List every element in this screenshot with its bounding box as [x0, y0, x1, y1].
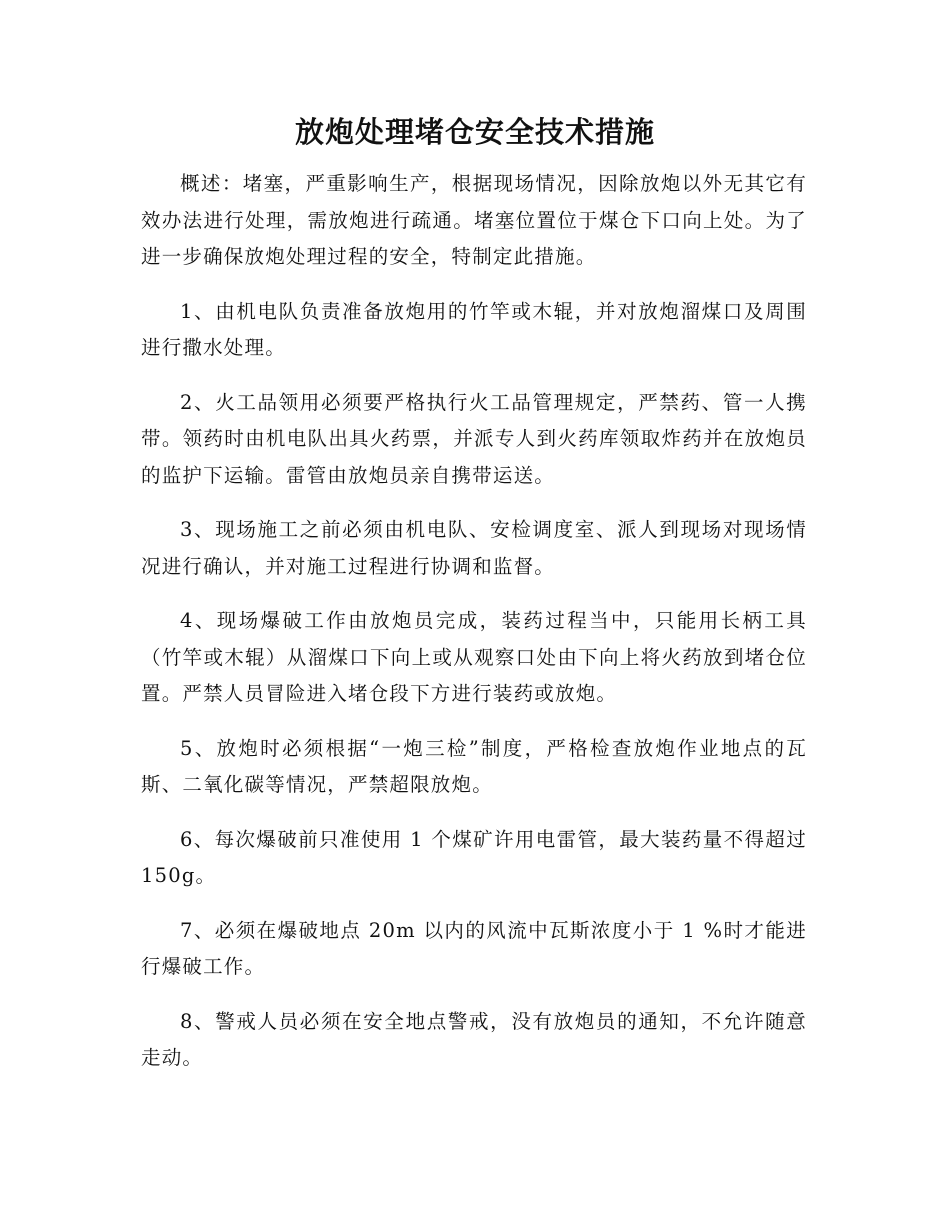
measure-item-1: 1、由机电队负责准备放炮用的竹竿或木辊，并对放炮溜煤口及周围进行撒水处理。 — [141, 299, 807, 359]
measure-item-2: 2、火工品领用必须要严格执行火工品管理规定，严禁药、管一人携带。领药时由机电队出具火药票，并派专人到火药库领取炸药并在放炮员的监护下运输。雷管由放炮员亲自携带运送。 — [141, 390, 807, 487]
measure-item-8: 8、警戒人员必须在安全地点警戒，没有放炮员的通知，不允许随意走动。 — [141, 1009, 807, 1069]
measure-item-3: 3、现场施工之前必须由机电队、安检调度室、派人到现场对现场情况进行确认，并对施工过程进行协调和监督。 — [141, 518, 807, 578]
measure-item-4: 4、现场爆破工作由放炮员完成，装药过程当中，只能用长柄工具（竹竿或木辊）从溜煤口下向上或从观察口处由下向上将火药放到堵仓位置。严禁人员冒险进入堵仓段下方进行装药或放炮。 — [141, 609, 807, 705]
measure-item-6: 6、每次爆破前只准使用 1 个煤矿许用电雷管，最大装药量不得超过 150g。 — [141, 827, 807, 887]
document-body — [141, 166, 807, 1095]
intro-paragraph: 概述：堵塞，严重影响生产，根据现场情况，因除放炮以外无其它有效办法进行处理，需放炮进行疏通。堵塞位置位于煤仓下口向上处。为了进一步确保放炮处理过程的安全，特制定此措施。 — [141, 172, 807, 268]
measure-item-7: 7、必须在爆破地点 20m 以内的风流中瓦斯浓度小于 1 %时才能进行爆破工作。 — [141, 918, 807, 978]
document-title: 放炮处理堵仓安全技术措施 — [294, 115, 655, 149]
measure-item-5: 5、放炮时必须根据“一炮三检”制度，严格检查放炮作业地点的瓦斯、二氧化碳等情况，严禁超限放炮。 — [141, 736, 807, 796]
